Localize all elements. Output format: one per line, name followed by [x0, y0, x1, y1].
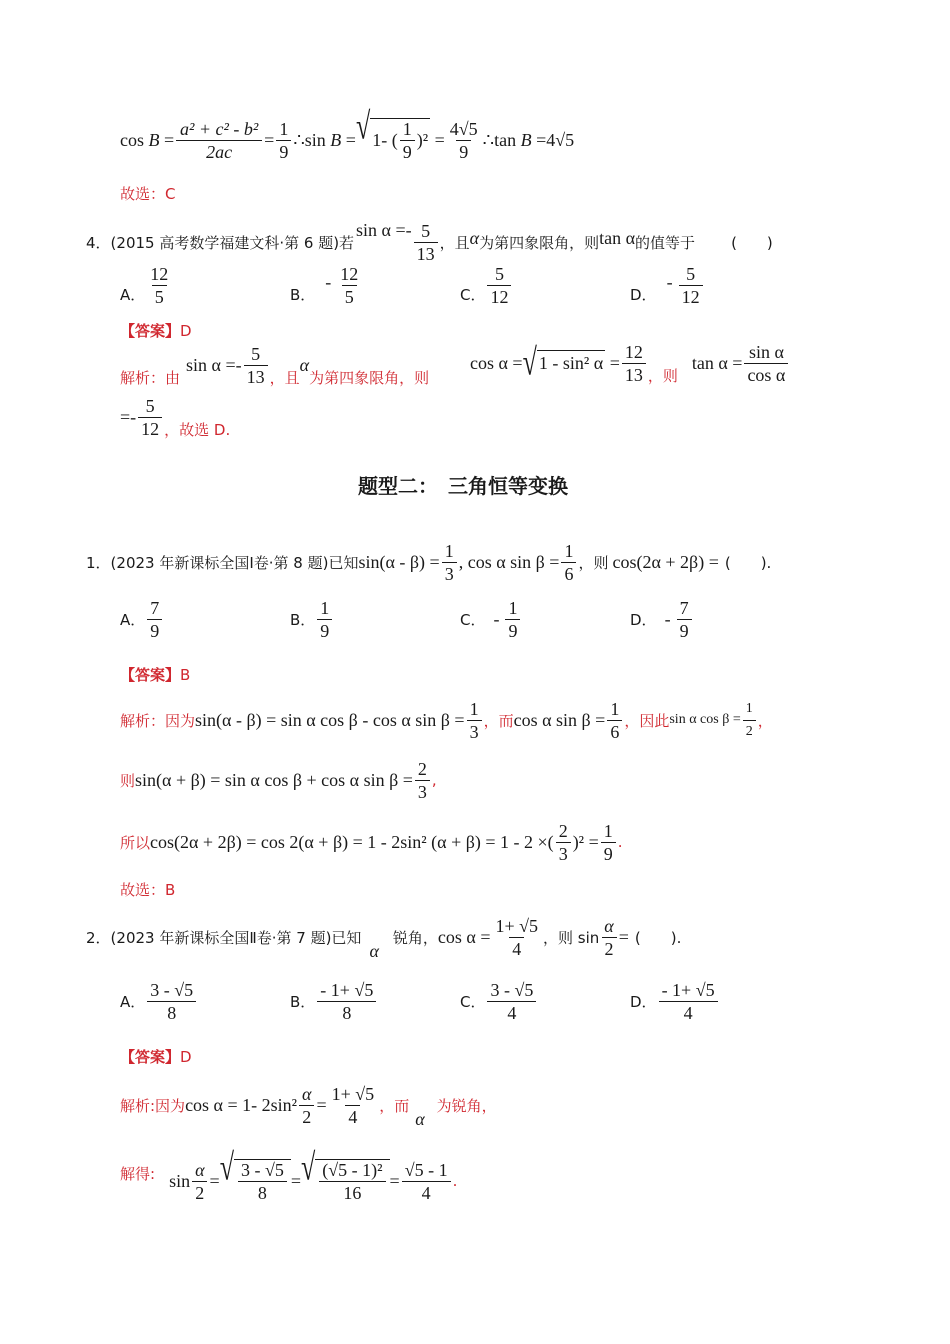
option-label: C．	[460, 286, 486, 304]
half-angle-fraction	[299, 1084, 314, 1127]
answer-blank: ( ).	[634, 928, 682, 947]
s2q1-solution-l1	[120, 694, 773, 746]
sqrt-expression	[355, 105, 430, 162]
answer-label: 【答案】	[120, 1048, 181, 1066]
option-fraction	[147, 980, 196, 1023]
denominator: 12	[487, 285, 511, 307]
denominator: 9	[317, 619, 332, 641]
radical-sign: √	[522, 341, 537, 384]
sol-text: 为第四象限角，则	[309, 368, 430, 387]
option-fraction	[317, 598, 332, 641]
denominator: 4	[402, 1181, 451, 1203]
option-d[interactable]	[630, 598, 694, 641]
denominator: 5	[152, 285, 167, 307]
numerator: 7	[150, 598, 160, 618]
sin-b-value	[447, 119, 481, 162]
s2q1-solution-l3	[120, 816, 623, 868]
option-sign: -	[493, 609, 500, 629]
option-label: B．	[290, 993, 316, 1011]
var-b: B	[330, 129, 342, 150]
sol-text: ，且	[269, 368, 300, 387]
cos-fraction	[492, 916, 541, 959]
equals: =	[209, 1170, 220, 1191]
numerator: 1+ √5	[331, 1083, 375, 1104]
numerator: 5	[145, 395, 155, 416]
option-label: A．	[120, 611, 146, 629]
sol-fraction	[743, 699, 756, 742]
denominator: 3	[467, 720, 482, 742]
sol-fraction	[244, 344, 268, 387]
denominator: 9	[677, 619, 692, 641]
question-number: 4．	[86, 233, 111, 252]
sol-text: ，而	[379, 1096, 410, 1115]
s2q1-choice: 故选：B	[120, 881, 176, 899]
option-fraction	[337, 264, 361, 307]
one-ninth-fraction	[276, 119, 291, 162]
option-label: D．	[630, 611, 657, 629]
option-a[interactable]	[120, 980, 198, 1023]
sol-sin: sin	[169, 1170, 191, 1191]
answer-label: 【答案】	[120, 666, 181, 684]
section-title: 题型二： 三角恒等变换	[358, 474, 568, 498]
sol-fraction	[607, 699, 622, 742]
cos-alpha: cos α =	[437, 926, 491, 947]
sol-fraction	[402, 1160, 451, 1203]
equals: =	[389, 1170, 400, 1191]
option-b[interactable]	[290, 264, 363, 307]
option-label: C．	[460, 993, 486, 1011]
numerator: 2	[558, 820, 568, 841]
numerator: 3 - √5	[240, 1160, 284, 1180]
radicand	[234, 1159, 291, 1203]
option-a[interactable]	[120, 264, 173, 307]
option-sign: -	[325, 272, 332, 292]
numerator: 1	[279, 118, 289, 139]
option-fraction	[505, 598, 520, 641]
prev-choice: 故选：C	[120, 185, 176, 203]
solution-prefix: 解析：由	[120, 368, 181, 387]
option-label: C．	[460, 611, 486, 629]
option-fraction	[147, 264, 171, 307]
numerator: 1	[320, 598, 330, 618]
half-angle-fraction	[192, 1160, 207, 1203]
tan-value: 4√5	[546, 129, 575, 150]
answer-blank: ( )	[731, 233, 773, 252]
radicand	[315, 1159, 389, 1203]
option-fraction	[317, 980, 376, 1023]
sol-cos: cos α =	[470, 352, 523, 373]
denominator: 6	[561, 562, 576, 584]
solution-prefix: 所以	[120, 833, 151, 852]
sol-text: ,	[431, 771, 437, 789]
answer-label: 【答案】	[120, 322, 181, 340]
s2q1-stem	[86, 536, 771, 588]
numerator: - 1+ √5	[320, 980, 374, 1000]
s2q2-options	[120, 980, 760, 1032]
sol-tan-fraction	[744, 342, 788, 385]
option-label: D．	[630, 993, 657, 1011]
denominator: 5	[342, 285, 357, 307]
condition-2-fraction	[561, 541, 576, 584]
equals: =	[290, 1170, 301, 1191]
fraction-denominator: 2ac	[176, 140, 262, 162]
sol-expr: )² =	[572, 831, 599, 852]
q4-solution-line1	[120, 338, 429, 392]
equals: =	[316, 1094, 327, 1115]
stem-text: 的值等于	[635, 233, 696, 252]
numerator: 5	[494, 264, 504, 284]
option-d[interactable]	[630, 264, 705, 307]
option-label: D．	[630, 286, 657, 304]
sol-final-fraction	[138, 396, 162, 439]
sol-text: .	[452, 1172, 458, 1190]
condition-2: , cos α sin β =	[458, 551, 560, 572]
inner-fraction	[238, 1160, 287, 1203]
numerator: 12	[150, 264, 169, 284]
question-number: 2．	[86, 928, 111, 947]
alpha-symbol: α	[415, 1108, 425, 1129]
option-c[interactable]	[460, 598, 522, 641]
numerator: 3 - √5	[150, 980, 194, 1000]
denominator: 3	[556, 842, 571, 864]
option-fraction	[679, 264, 703, 307]
var-b: B	[520, 129, 532, 150]
sol-fraction	[601, 821, 616, 864]
condition-1-fraction	[442, 541, 457, 584]
s2q2-stem	[86, 910, 681, 964]
numerator: α	[604, 915, 614, 936]
condition-1: sin(α - β) =	[358, 551, 440, 572]
stem-text: 锐角，	[392, 928, 438, 947]
q4-stem	[86, 212, 773, 272]
radical-sign: √	[355, 105, 371, 148]
numerator: 1	[603, 820, 613, 841]
equals: =	[264, 129, 275, 150]
sol-expr: cos α = 1- 2sin²	[185, 1094, 298, 1115]
numerator: 12	[624, 341, 643, 362]
sol-sin: sin α =-	[186, 354, 242, 375]
s2q1-answer	[120, 664, 190, 685]
prev-solution-line: cos B = $\frac{\text{a² + c² - b²}}{2ac}$ = $\frac{1}{9}$ ∴sin B = √ 1- ( $\frac{1}{9}$ )² = $\frac{4√5}{9}$ ∴tan B = 4√5	[120, 118, 574, 162]
sol-text: ，	[757, 711, 773, 730]
option-c[interactable]	[460, 264, 513, 307]
s2q2-answer	[120, 1046, 192, 1067]
question-source: (2023 年新课标全国Ⅱ卷·第 7 题)已知	[110, 928, 362, 947]
sol-expr: sin(α - β) = sin α cos β - cos α sin β =	[195, 709, 465, 730]
denominator: 16	[319, 1181, 385, 1203]
option-fraction	[147, 598, 162, 641]
stem-text: ，则 sin	[543, 928, 600, 947]
numerator: 1	[564, 540, 574, 561]
numerator: α	[195, 1159, 205, 1180]
denominator: 4	[487, 1001, 536, 1023]
answer-value: B	[180, 666, 191, 684]
alpha-symbol: α	[369, 940, 379, 961]
denominator: 2	[299, 1105, 314, 1127]
sol-text: ，而	[483, 711, 514, 730]
solution-prefix: 则	[120, 771, 136, 790]
numerator: √5 - 1	[404, 1159, 448, 1180]
tan-alpha: tan α	[599, 227, 636, 248]
numerator: - 1+ √5	[661, 980, 715, 1000]
s2q2-solution-l1	[120, 1078, 497, 1132]
numerator: 1	[402, 119, 412, 139]
sqrt-expression-1	[219, 1146, 291, 1203]
denominator: 8	[147, 1001, 196, 1023]
sol-expr: cos α sin β =	[513, 709, 606, 730]
numerator: 1	[444, 540, 454, 561]
therefore-sin: ∴sin	[293, 129, 326, 150]
denominator: 9	[276, 140, 291, 162]
sol-text: ，因此	[624, 711, 670, 730]
solution-prefix: 解得:	[120, 1164, 156, 1183]
answer-value: D	[180, 322, 192, 340]
half-angle-fraction	[601, 916, 616, 959]
denominator: 8	[238, 1181, 287, 1203]
therefore-tan: ∴tan	[482, 129, 517, 150]
sol-expr: cos(2α + 2β) = cos 2(α + β) = 1 - 2sin² (α + β) = 1 - 2 ×(	[150, 831, 554, 852]
given-fraction	[414, 221, 438, 264]
sol-text: .	[617, 833, 623, 851]
denominator: 3	[415, 780, 430, 802]
denominator: 6	[607, 720, 622, 742]
sol-fraction	[415, 759, 430, 802]
denominator: 13	[244, 365, 268, 387]
numerator: 2	[417, 758, 427, 779]
option-d[interactable]	[630, 980, 720, 1023]
option-fraction	[677, 598, 692, 641]
sol-text: 为锐角，	[436, 1096, 497, 1115]
question-source: (2023 年新课标全国Ⅰ卷·第 8 题)已知	[110, 553, 359, 572]
denominator: 4	[345, 1105, 360, 1127]
option-fraction	[487, 264, 511, 307]
alpha-symbol: α	[299, 354, 310, 375]
denominator: 13	[622, 363, 646, 385]
numerator: 4√5	[449, 118, 478, 139]
numerator: 12	[340, 264, 359, 284]
denominator: 2	[743, 720, 756, 742]
numerator: 1	[745, 700, 753, 716]
stem-text: 为第四象限角，则	[479, 233, 600, 252]
numerator: 1	[508, 598, 518, 618]
inner-fraction	[319, 1160, 385, 1203]
stem-text: ，则	[578, 553, 609, 572]
sol-fraction	[556, 821, 571, 864]
sol-cos-value	[622, 342, 646, 385]
sol-text: ，则	[647, 366, 678, 385]
denominator: 3	[442, 562, 457, 584]
numerator: 5	[686, 264, 696, 284]
radical-sign: √	[219, 1146, 234, 1189]
sol-tan: tan α =	[691, 352, 743, 373]
s2q2-solution-l2	[120, 1146, 457, 1216]
denominator: 2	[192, 1181, 207, 1203]
fraction-numerator: a² + c² - b²	[179, 118, 259, 139]
denominator: 4	[659, 1001, 718, 1023]
option-label: A．	[120, 993, 146, 1011]
numerator: 1+ √5	[495, 915, 539, 936]
var-b: B	[148, 129, 160, 150]
sol-fraction	[467, 699, 482, 742]
solution-prefix: 解析：因为	[120, 711, 196, 730]
numerator: 1	[469, 698, 479, 719]
stem-text: ，且	[439, 233, 470, 252]
denominator: 9	[147, 619, 162, 641]
radicand	[370, 118, 430, 162]
denominator: 9	[505, 619, 520, 641]
denominator: 12	[138, 417, 162, 439]
sol-expr: sin(α + β) = sin α cos β + cos α sin β =	[135, 769, 413, 790]
target-expression: cos(2α + 2β) =	[612, 551, 719, 572]
radicand-right: )²	[416, 130, 429, 150]
option-label: B．	[290, 611, 316, 629]
sqrt-expression-2	[301, 1146, 390, 1203]
q4-solution-cos	[470, 336, 790, 390]
option-sign: -	[664, 609, 671, 629]
cos-label: cos	[120, 129, 144, 150]
option-label: A．	[120, 286, 146, 304]
denominator: 12	[679, 285, 703, 307]
denominator: 2	[602, 937, 617, 959]
q4-options	[120, 264, 720, 316]
radicand-left: 1- (	[372, 130, 398, 150]
numerator: 1	[610, 698, 620, 719]
sol-sqrt	[522, 341, 606, 384]
numerator: 5	[251, 343, 261, 364]
radicand: 1 - sin² α	[537, 350, 605, 376]
numerator: 7	[679, 598, 689, 618]
cosine-rule-fraction	[176, 119, 262, 162]
denominator: 13	[414, 242, 438, 264]
question-number: 1．	[86, 553, 111, 572]
numerator: (√5 - 1)²	[322, 1160, 383, 1180]
numerator: 5	[421, 220, 431, 241]
option-label: B．	[290, 286, 316, 304]
option-b[interactable]	[290, 980, 378, 1023]
sol-final-eq: =-	[120, 406, 137, 427]
option-c[interactable]	[460, 980, 538, 1023]
equals: =	[618, 926, 629, 947]
equals: =	[605, 352, 620, 373]
denominator: 4	[509, 937, 524, 959]
q4-solution-final	[120, 390, 230, 444]
answer-value: D	[180, 1048, 192, 1066]
inner-fraction	[400, 119, 415, 162]
denominator: cos α	[744, 363, 788, 385]
denominator: 8	[317, 1001, 376, 1023]
given-sin: sin α =-	[356, 219, 412, 240]
solution-prefix: 解析:因为	[120, 1096, 186, 1115]
denominator: 9	[400, 140, 415, 162]
sol-choice: ，故选 D.	[164, 420, 231, 439]
option-fraction	[487, 980, 536, 1023]
s2q1-options	[120, 598, 720, 650]
option-fraction	[659, 980, 718, 1023]
question-source: (2015 高考数学福建文科·第 6 题)若	[110, 233, 355, 252]
s2q1-solution-l2	[120, 754, 437, 806]
radical-sign: √	[301, 1146, 316, 1189]
sol-expr: sin α cos β =	[669, 712, 741, 727]
option-b[interactable]	[290, 598, 334, 641]
numerator: 3 - √5	[490, 980, 534, 1000]
sol-fraction	[329, 1084, 378, 1127]
numerator: sin α	[748, 341, 784, 362]
answer-blank: ( ).	[724, 553, 772, 572]
denominator: 9	[601, 842, 616, 864]
numerator: α	[302, 1083, 312, 1104]
denominator: 9	[456, 140, 471, 162]
alpha-symbol: α	[469, 227, 480, 248]
option-a[interactable]	[120, 598, 164, 641]
option-sign: -	[666, 272, 673, 292]
